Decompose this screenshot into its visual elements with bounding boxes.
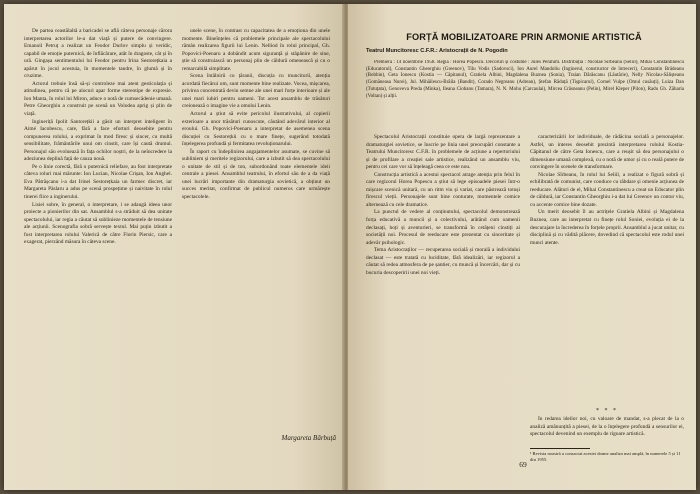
paragraph: În raport cu îndeplinirea angajamentelor asumate, se cuvine să subliniem și meritele regizorului, care a izbutit să dea spectacolului o unitate de stil și de ton, subordonând toate elementele ideii centrale a piesei. Ansamblul teatrului, în efortul său de a da viață unei lucrări importante din dramaturgia sovietică, a obținut un succes meritat, confirmat de publicul numeros care urmărește spectacolele. (182, 148, 330, 201)
paragraph: unele scene, în contrast cu capacitatea de a emoționa din unele momente. Bineînțeles că problemele principale ale spectacolului rămân realizarea figurii lui Lenin. Nelliod în rolul principal, Gh. Popovici-Poenaru a dobândit acum siguranță și stăpânire de sine, știe să construiască un personaj plin de căldură omenească și cu o remarcabilă simplitate. (182, 28, 330, 72)
paragraph: În redarea ideilor noi, cu valoare de mandat, s-a plecat de la o analiză amănunțită a piesei, de la o înțelegere profundă a sensurilor ei, spectacolul devenind un exemplu de rigoare artistică. (530, 416, 684, 438)
right-column-3 (530, 416, 684, 444)
paragraph: Un merit deosebit îl au actrițele Gratiela Albini și Magdalena Buznea, care au interpretat cu finețe rolul Soniei, evoluția ei de la descurajare la încrederea în forțele proprii. Ansamblul a jucat unitar, cu disciplină și cu vădită plăcere, dovedind că spectacolul este rodul unei munci atente. (530, 209, 684, 246)
paragraph: Nicolae Sîrbeanu, în rolul lui Seliil, a realizat o figură sobră și echilibrată de comunist, care conduce cu răbdare și omenie acțiunea de reeducare. Alături de el, Mihai Constantinescu a creat un Educator plin de căldură, iar Constantin Gheorghiu i-a dat lui Greenov un contur viu, cu accente comice bine dozate. (530, 171, 684, 208)
left-page (4, 4, 344, 490)
paragraph: Actorul a știut să evite pericolul ilustrativului, al copierii exterioare a unor trăsături cunoscute, căutând adevărul interior al eroului. Gh. Popovici-Poenaru a interpretat de asemenea scena discuției cu Sestorețkii cu o mare finețe, sugerând totodată înțelegerea profundă și fermitatea revoluționarului. (182, 111, 330, 148)
footnote-divider (530, 448, 590, 449)
paragraph: Ingineriță Ipolit Santorețkii a găsit un interpret inteligent în Aimé Iacobescu, care, fără a face eforturi deosebite pentru compunerea rolului, a exprimat în mod firesc și sincer, cu multă sensibilitate, frământările unui om cinstit, care își caută drumul. Personajul său evoluează în fața ochilor noștri, de la neîncredere la adeziunea deplină față de cauza nouă. (24, 118, 172, 163)
right-column-1 (366, 134, 520, 468)
paragraph: Scena întâlnirii cu țăranii, discuția cu muncitorii, atenția acordată fiecărui om, sunt momente bine realizate. Vocea, mișcarea, privirea concentrată devin semne ale unei mari forțe interioare și ale unei mari iubiri pentru oameni. Tot acest ansamblu de trăsături creionează o imagine vie a omului Lenin. (182, 73, 330, 110)
author-signature: Margareta Bărbuță (281, 434, 336, 442)
paragraph: Spectacolul Aristocrații constituie opera de largă reprezentare a dramaturgiei sovietice, se înscrie pe linia unei preocupări constante a Teatrului Muncitoresc C.F.R. în problemele de acțiune a repertoriului și de profilare a creației sale artistice, realizând un ansamblu viu, pentru cei care vor să înțeleagă ceea ce este nou. (366, 134, 520, 171)
paragraph: Tema Aristocraților — recuperarea socială și morală a individului declasat — este tratată cu luciditate, fără idealizări, iar regizorul a căutat să redea atmosfera de pe șantier, cu muncă și încercări, dar și cu bucuria descoperirii unei noi vieți. (366, 247, 520, 276)
paragraph: Actorul trebuie însă să-și controleze mai atent gesticulația și atitudinea, pentru că pe alocuri apar forme stereotipe de expresie. Ion Manta, în rolul lui Miron, aduce o notă de cumsecădenie umană. Petre Gheorghiu a construit pe scenă un Volodea aprig și plin de viață. (24, 80, 172, 118)
right-column-2 (530, 134, 684, 404)
article-subtitle: Teatrul Muncitoresc C.F.R.: Aristocrații de N. Pogodin (366, 48, 508, 54)
left-column-1 (24, 28, 172, 468)
section-separator: * * * (596, 408, 618, 414)
paragraph: caracterizării lor individuale, de rădăcina socială a personajelor. Astfel, un interes deosebit prezintă interpretarea rolului Kostia-Căpitanul de către Geta Ionescu, care a reușit să dea personajului o dimensiune umană complexă, cu o notă de umor și cu o reală putere de convingere în scenele de transformare. (530, 134, 684, 171)
production-credits (366, 60, 684, 122)
book-spread (4, 4, 696, 490)
article-title: FORȚĂ MOBILIZATOARE PRIN ARMONIE ARTISTICĂ (406, 32, 642, 42)
page-number: 69 (519, 460, 527, 469)
left-column-2 (182, 28, 330, 430)
footnote: ¹ Revista noastră a consacrat acestei drame analiza mai amplă, în numerele 5 și 11 din 1955. (530, 451, 681, 462)
credits-text: Premiera : 14 noiembrie 1958. Regia : Horea Popescu. Decoruri și costume : Jules Perahim. Distribuția : Nicolae Sîrbeanu (Seliil), Mihai Constantinescu (Educatorul), Constantin Gheorghiu (Greenov), Tilu Vodis (Sadovsci), Ion Aurel Mandoliu (Inginerul, constructor de întreceri), Constantin Brădeanu (Bobbin), Geta Ionescu (Kostia — Căpitanul), Gratiela Albini, Magdalena Buznea (Sonia), Traian Dărăscanu (Lăutărie), Nelly Nicolau-Sălișteanu (Gomăneasa Nurei), Jul. Mihăilescu-Brăila (Bandit), Corado Negreanu (Adrean), Ștefan Răduță (Tișpicarul), Cornel Vulpe (Omul cusăuți), Luiza Dan (Tutuțata), Genoveva Preda (Minka), Ileana Ciobanu (Tamara), N. N. Mohu (Carcaulai), Mircea Crăsneanu (Pelin), Mirel Kleper (Pilon), Radu Gh. Zăharia (Voltan) și alții. (366, 60, 684, 99)
paragraph: La punctul de vedere al conținutului, spectacolul demonstrează forța educativă a muncii și a colectivului, arătând cum oamenii declasați, hoți și aventurieri, se transformă în cetățeni cinstiți ai societății noi. Procesul de reeducare este prezentat cu sinceritate și adevăr psihologic. (366, 209, 520, 246)
paragraph: Construcția artistică a acestui spectacol atrage atenția prin felul în care regizorul Horea Popescu a știut să lege episoadele piesei într-o mișcare scenică unitară, cu un ritm viu și variat, care păstrează totuși firescul vieții. Personajele sunt bine conturate, momentele comice alternează cu cele dramatice. (366, 171, 520, 208)
paragraph: De partea ceastălaltă a baricadei se află câteva personaje cărora interpretarea actorilor le-a dat viață și putere de convingere. Emanoil Petruț a realizat un Feodor Durlov simplu și veridic, capabil de emoție puternică, de înflăcărare, atât în dragoste, cât și în ură. Gingașa sentimentului lui Feodor pentru Irina Sestorețkaia a apărut în jocul acestuia, în momentele tandre, în glumă și în cruzime. (24, 28, 172, 80)
paragraph: Lisiei sobre, în general, o interpretare, i se adaugă ideea unor proiecte a pionierilor din sat. Ansamblul s-a străduit să dea unitate spectacolului, iar regia a căutat să sublinieze momentele de tensiune ale acțiunii. Scenografia sobră servește textul. Mai puțin izbutit a fost interpretarea rolului Valerică de către Florin Piersic, care a exagerat, pierzând măsura în câteva scene. (24, 201, 172, 246)
right-page (348, 4, 696, 490)
paragraph: Pe o linie corectă, fără o puternică reliefare, au fost interpretate câteva roluri mai mărunte: Ion Lucian, Nicolae Crișan, Ion Anghel. Eva Pătrășcanu i-a dat Irinei Sestorețkaia un farmec discret, iar Margareta Pâslaru a adus pe scenă prospețime și naivitate în rolul tinerei fiice a inginerului. (24, 163, 172, 201)
